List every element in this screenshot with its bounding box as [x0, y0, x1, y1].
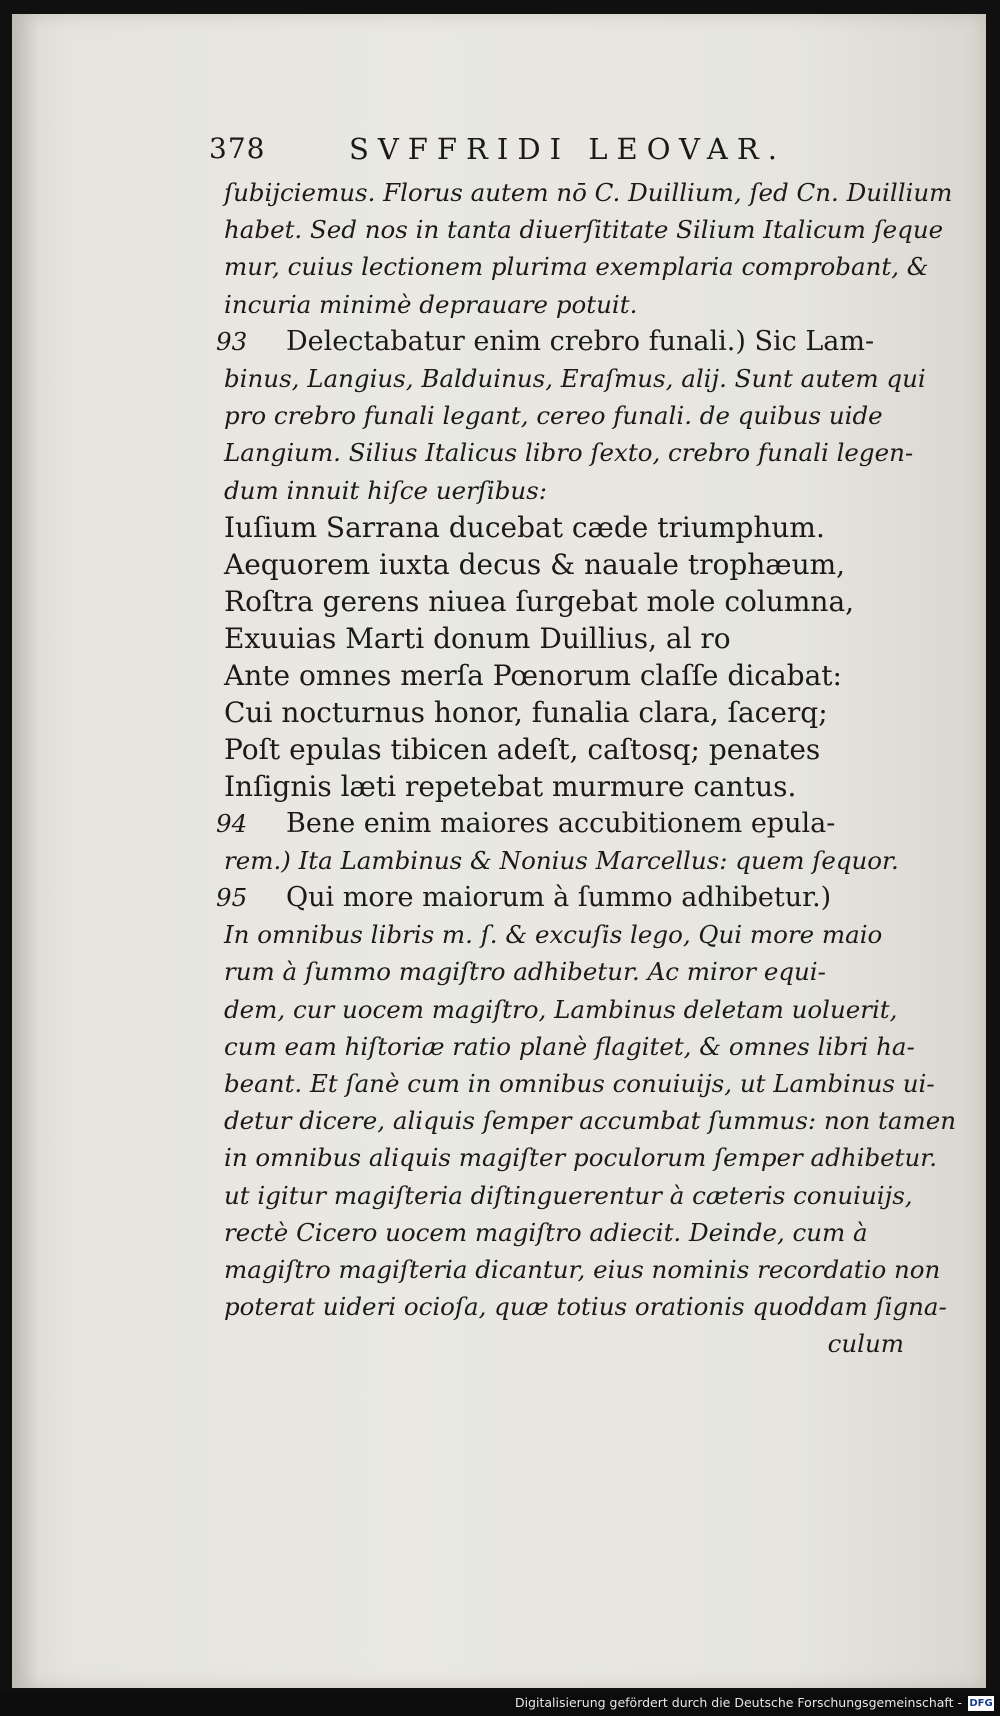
text-line: beant. Et ſanè cum in omnibus conuiuijs, ut Lambinus ui-	[224, 1069, 935, 1098]
text-line: ut igitur magiſteria diſtinguerentur à cæteris conuiuijs,	[224, 1180, 913, 1210]
running-head: SVFFRIDI LEOVAR.	[349, 132, 786, 166]
verse-line: Exuuias Marti donum Duillius, al ro	[224, 621, 731, 655]
verse-line: Cui nocturnus honor, funalia clara, ſacerq;	[224, 695, 828, 729]
digitization-footer	[0, 1692, 1000, 1716]
page-body	[216, 174, 956, 1363]
page-number: 378	[209, 132, 266, 165]
page-header	[209, 132, 929, 172]
book-page	[12, 14, 986, 1688]
verse-line: Poſt epulas tibicen adeſt, caſtosq; penates	[224, 732, 821, 766]
note-line	[216, 879, 944, 916]
note-number: 94	[216, 808, 248, 838]
verse-line: Ante omnes merſa Pœnorum claſſe dicabat:	[224, 658, 842, 692]
text-line: mur, cuius lectionem plurima exemplaria comprobant, &	[224, 252, 929, 282]
funding-credit: Digitalisierung gefördert durch die Deutsche Forschungsgemeinschaft -	[514, 1695, 962, 1710]
text-line: dum innuit hiſce uerſibus:	[224, 475, 547, 505]
text-line: magiſtro magiſteria dicantur, eius nominis recordatio non	[224, 1254, 941, 1284]
note-number: 95	[216, 883, 248, 913]
text-line: detur dicere, aliquis ſemper accumbat ſummus: non tamen	[224, 1106, 956, 1136]
page-gutter	[12, 14, 38, 1688]
note-line	[216, 323, 944, 360]
catchword: culum	[827, 1329, 904, 1359]
text-line: pro crebro funali legant, cereo funali. de quibus uide	[224, 401, 883, 431]
text-line: poterat uideri ocioſa, quæ totius orationis quoddam ſigna-	[224, 1292, 947, 1322]
text-line: binus, Langius, Balduinus, Eraſmus, alij. Sunt autem qui	[224, 363, 926, 393]
note-line	[216, 805, 944, 842]
lemma-text: Qui more maiorum à ſummo adhibetur.)	[286, 882, 832, 914]
text-line: rum à ſummo magiſtro adhibetur. Ac miror equi-	[224, 957, 826, 987]
text-line: habet. Sed nos in tanta diuerſititate Silium Italicum ſeque	[224, 215, 944, 245]
verse-line: Aequorem iuxta decus & nauale trophæum,	[224, 547, 846, 581]
text-line: cum eam hiſtoriæ ratio planè flagitet, & omnes libri ha-	[224, 1031, 915, 1061]
text-line: ſubijciemus. Florus autem nō C. Duillium, ſed Cn. Duillium	[224, 178, 953, 207]
lemma-text: Bene enim maiores accubitionem epula-	[286, 807, 836, 839]
dfg-logo: DFG	[969, 1698, 993, 1709]
text-line: rem.) Ita Lambinus & Nonius Marcellus: quem ſequor.	[224, 845, 899, 875]
text-line: incuria minimè deprauare potuit.	[224, 289, 638, 319]
lemma-text: Delectabatur enim crebro funali.) Sic Lam-	[286, 325, 875, 357]
verse-line: Inſignis læti repetebat murmure cantus.	[224, 769, 797, 803]
text-line: rectè Cicero uocem magiſtro adiecit. Deinde, cum à	[224, 1217, 868, 1247]
verse-line: Iuſium Sarrana ducebat cæde triumphum.	[224, 510, 825, 544]
text-line: Langium. Silius Italicus libro ſexto, crebro funali legen-	[224, 438, 914, 468]
text-line: in omnibus aliquis magiſter poculorum ſemper adhibetur.	[224, 1143, 938, 1173]
verse-line: Roſtra gerens niuea ſurgebat mole columna,	[224, 584, 855, 618]
text-line: dem, cur uocem magiſtro, Lambinus deletam uoluerit,	[224, 994, 898, 1024]
note-number: 93	[216, 326, 248, 356]
text-line: In omnibus libris m. ſ. & excuſis lego, Qui more maio	[224, 920, 883, 950]
